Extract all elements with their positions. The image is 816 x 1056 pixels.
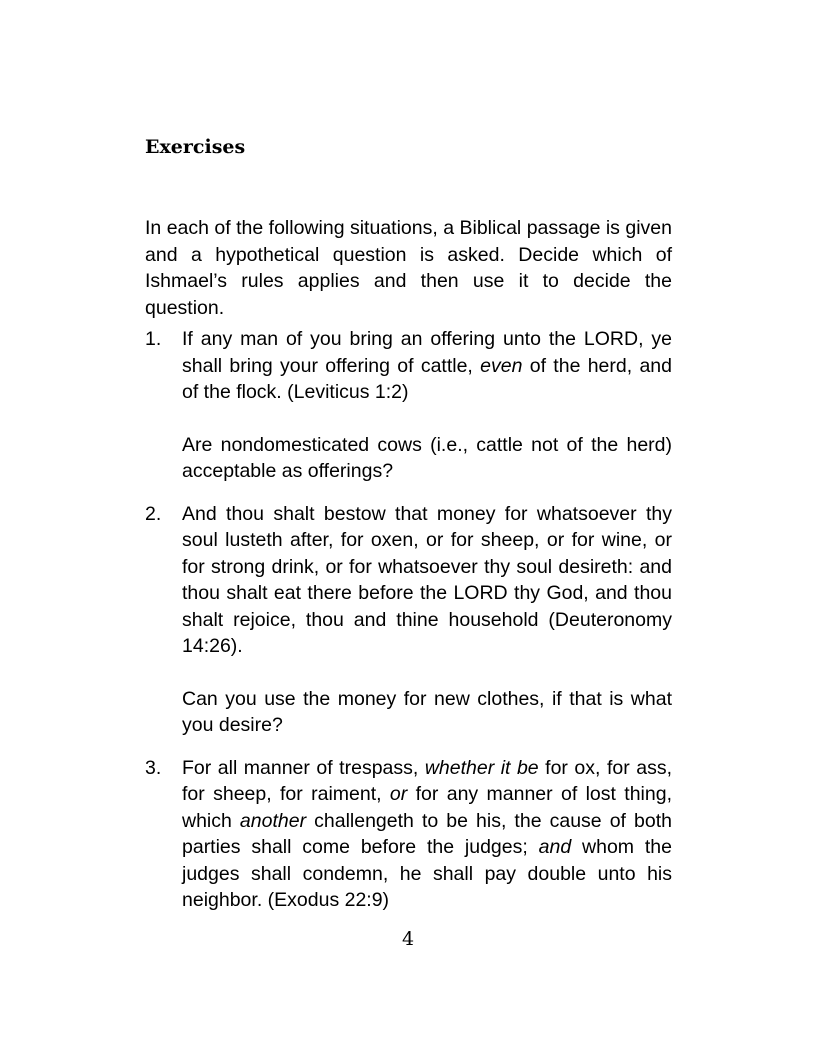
exercise-content — [182, 501, 672, 739]
passage-segment-italic: whether it be — [424, 756, 539, 779]
exercise-content — [182, 326, 672, 485]
exercise-number: 1. — [145, 328, 162, 350]
exercise-passage — [182, 326, 672, 406]
exercise-content — [182, 755, 672, 914]
passage-segment: If any man of you bring an offering unto the LORD, ye shall bring your offering of cattle, — [182, 328, 672, 377]
passage-segment: For all manner of trespass, — [182, 756, 425, 779]
passage-segment: whom the judges shall condemn, he shall pay double unto his neighbor. (Exodus 22:9) — [182, 836, 672, 911]
exercise-question: Are nondomesticated cows (i.e., cattle not of the herd) acceptable as offerings? — [182, 433, 672, 482]
page-number: 4 — [401, 928, 415, 950]
exercise-number: 3. — [145, 756, 162, 779]
intro-paragraph: In each of the following situations, a Biblical passage is given and a hypothetical question is asked. Decide which of Ishmael’s rules applies and then use it to decide the question. — [145, 217, 672, 319]
document-page — [145, 136, 672, 930]
exercise-passage — [182, 755, 672, 914]
passage-segment-italic: even — [480, 354, 523, 377]
passage-segment: challengeth to be his, the cause of both parties shall come before the judges; — [182, 809, 672, 858]
exercise-item — [145, 326, 672, 485]
exercise-question: Can you use the money for new clothes, if that is what you desire? — [182, 687, 672, 736]
exercise-item — [145, 755, 672, 914]
exercise-list — [145, 326, 672, 914]
passage-segment-italic: and — [538, 836, 572, 858]
passage-segment: of the herd, and of the flock. (Leviticus 1:2) — [182, 354, 672, 403]
passage-segment: for any manner of lost thing, which — [182, 783, 673, 832]
section-heading: Exercises — [145, 136, 246, 158]
exercise-passage — [182, 501, 672, 660]
exercise-number: 2. — [145, 502, 162, 525]
passage-segment-italic: another — [239, 809, 307, 832]
exercise-item — [145, 501, 672, 739]
passage-segment: And thou shalt bestow that money for whatsoever thy soul lusteth after, for oxen, or for sheep, or for wine, or for strong drink, or for whatsoever thy soul desireth: and thou shalt eat there before the LORD thy God, and thou shalt rejoice, thou and thine household (Deuteronomy 14:26). — [182, 502, 672, 657]
passage-segment-italic: or — [389, 783, 408, 805]
passage-segment: for ox, for ass, for sheep, for raiment, — [182, 756, 672, 805]
